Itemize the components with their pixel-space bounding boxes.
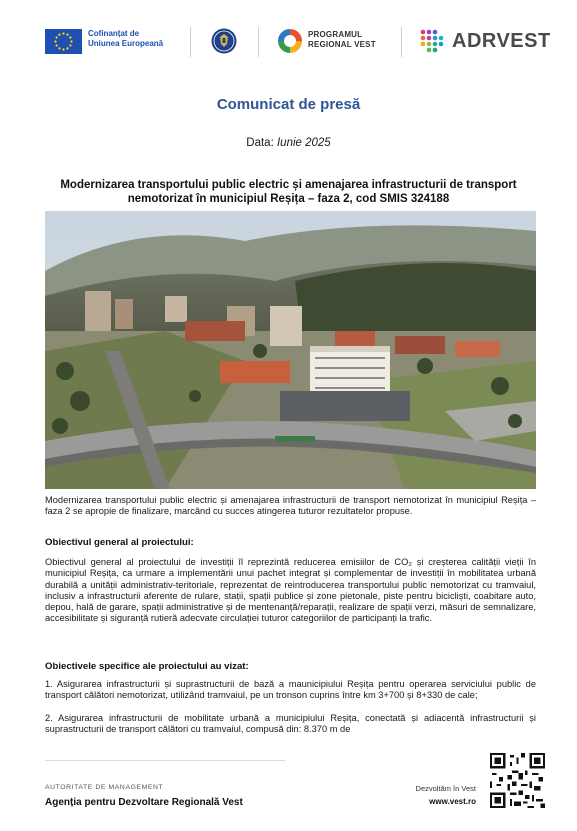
managing-authority-label: AUTORITATE DE MANAGEMENT — [45, 784, 164, 791]
specific-objective-item-1: 1. Asigurarea infrastructurii și suprastructurii de bază a maunicipiului Reșița pentru operarea serviciului public de transport călători nemotorizat, utilizând tramvaiul, pe un tronson cuprins între km 3+700 și 8+330 de cale; — [45, 679, 536, 701]
general-objective-heading: Obiectivul general al proiectului: — [45, 537, 194, 548]
eu-cofinance-label: Cofinanțat de Uniunea Europeană — [88, 29, 164, 48]
specific-objectives-heading: Obiectivele specifice ale proiectului au vizat: — [45, 661, 249, 672]
agency-name: Agenția pentru Dezvoltare Regională Vest — [45, 797, 243, 808]
logo-separator — [401, 27, 402, 57]
press-date — [0, 137, 577, 149]
header-logos — [0, 0, 577, 80]
logo-separator — [190, 27, 191, 57]
adrvest-dots-logo-icon — [418, 27, 446, 55]
project-headline: Modernizarea transportului public electric și amenajarea infrastructurii de transport nemotorizat în municipiul Reșița – faza 2, cod SMIS 324188 — [60, 179, 517, 205]
general-objective-paragraph: Obiectivul general al proiectului de investiții îl reprezintă reducerea emisiilor de CO₂ și creșterea calității vieții în municipiul Reșița, ca urmare a implementării unui pachet integrat și complementar de investiții în mobilitatea urbană durabilă a unității administrativ-teritoriale, reprezentat de reintroducerea transportului public nemotorizat cu tramvaiul, inclusiv a infrastructurii aferente de rulare, stații, spații publice și zone pietonale, piste pentru bicicliști, coabitare auto, depou, hală de garare, spații administrative și de mentenanță/reparații, realizare de spații verzi, măsuri de semnalizare, accesibilitate și siguranță rutieră adecvate circulației tuturor categoriilor de participanți la trafic. — [45, 557, 536, 624]
date-label: Data: — [246, 137, 274, 149]
date-value: Iunie 2025 — [276, 137, 331, 149]
intro-paragraph: Modernizarea transportului public electric și amenajarea infrastructurii de transport nemotorizat în municipiul Reșița – faza 2 se apropie de finalizare, marcând cu succes atingerea tuturor rezultatelor propuse. — [45, 495, 536, 517]
page-title: Comunicat de presă — [216, 96, 361, 113]
adrvest-brand-label: ADRVEST — [452, 30, 551, 52]
website-link[interactable]: www.vest.ro — [429, 797, 476, 806]
footer-divider — [45, 760, 285, 761]
eu-flag-icon — [45, 29, 82, 54]
logo-separator — [258, 27, 259, 57]
footer-slogan: Dezvoltăm în Vest — [415, 784, 476, 793]
aerial-city-photo — [45, 211, 536, 489]
qr-code-icon[interactable] — [490, 753, 545, 808]
programul-regional-vest-label: PROGRAMUL REGIONAL VEST — [308, 30, 376, 49]
romanian-government-crest-icon — [211, 28, 237, 54]
programul-regional-vest-logo-icon — [276, 27, 304, 55]
specific-objective-item-2: 2. Asigurarea infrastructurii de mobilitate urbană a municipiului Reșița, conectată și adiacentă infrastructurii și suprastructurii de transport călători cu tramvaiul, compusă din: 8.370 m de — [45, 713, 536, 735]
